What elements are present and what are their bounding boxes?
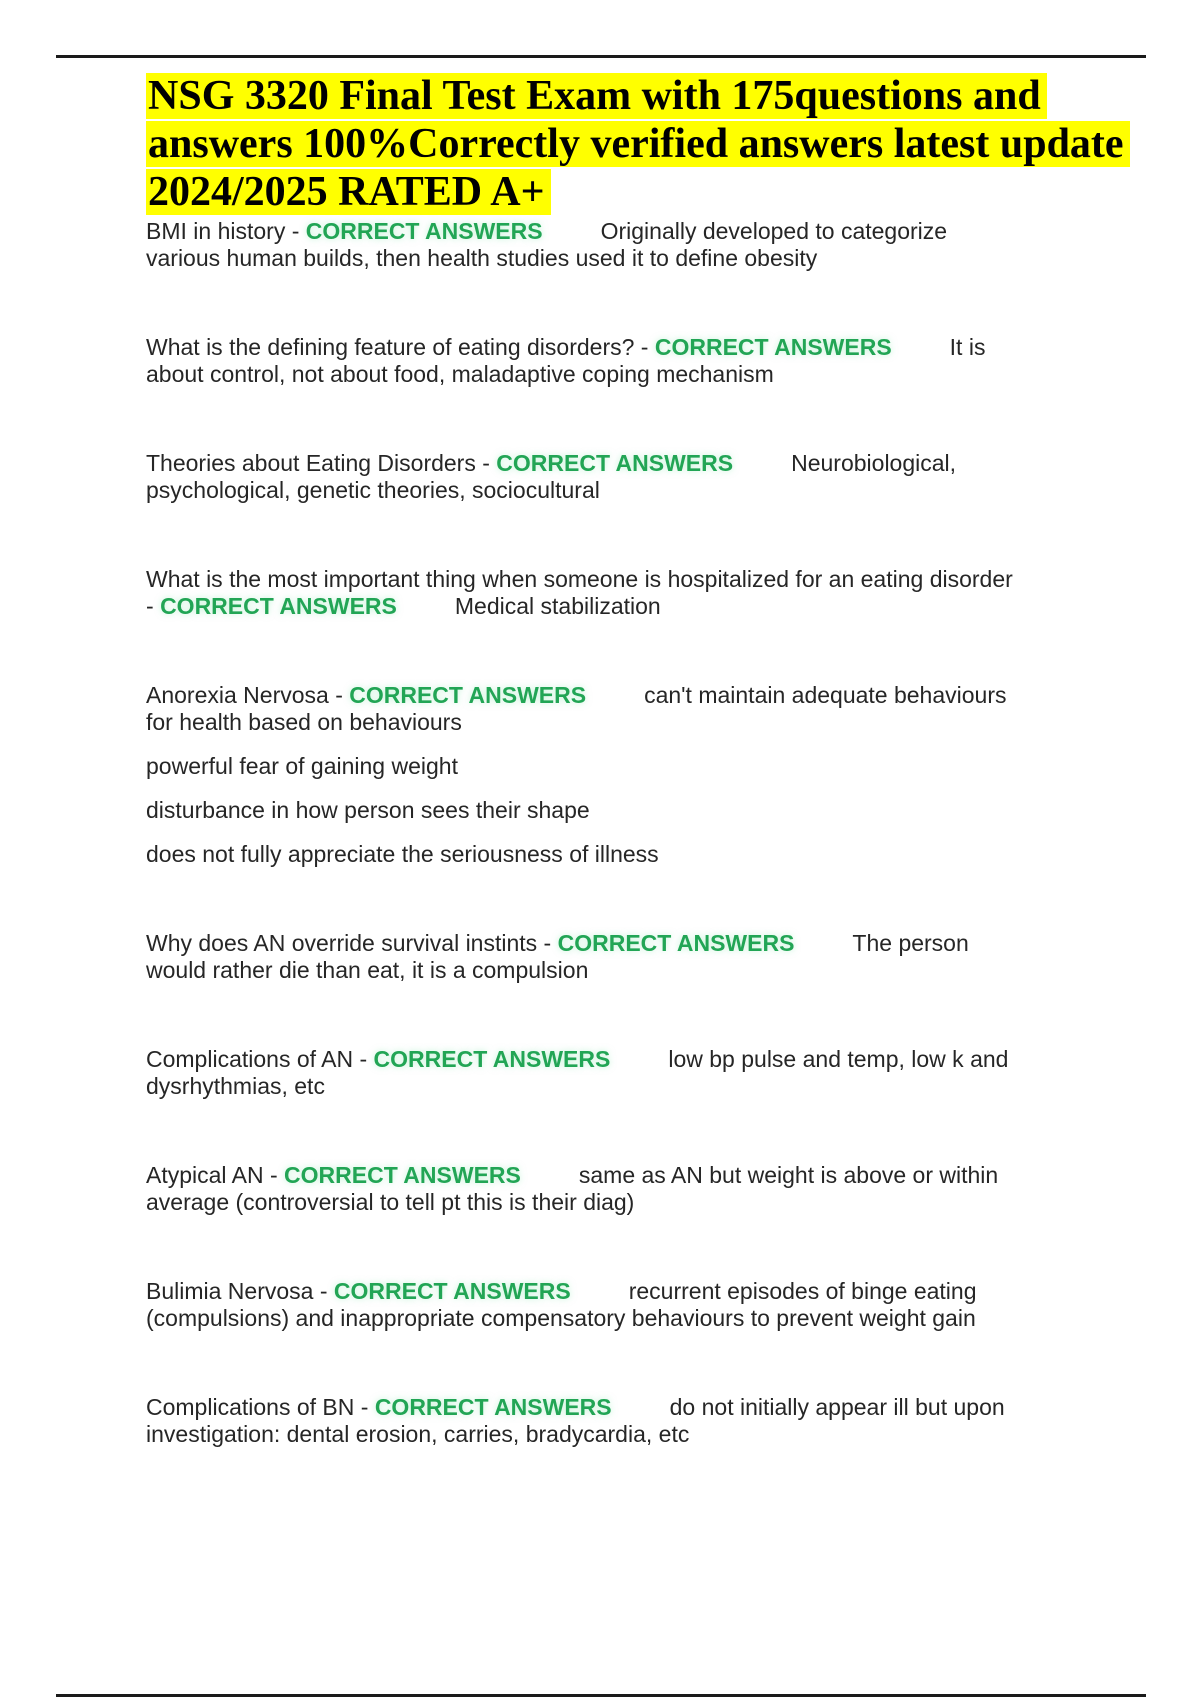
answer-text: do not initially appear ill but upon investigation: dental erosion, carries, bradycardia, etc — [146, 1394, 1005, 1447]
question-text: Bulimia Nervosa - — [146, 1278, 334, 1304]
question-text: Theories about Eating Disorders - — [146, 450, 497, 476]
qa-main-paragraph — [146, 1162, 1014, 1216]
qa-entry — [146, 566, 1014, 620]
answer-paragraph: does not fully appreciate the seriousness of illness — [146, 841, 659, 867]
qa-main-paragraph — [146, 1046, 1014, 1100]
answer-paragraph: disturbance in how person sees their shape — [146, 797, 590, 823]
question-text: Anorexia Nervosa - — [146, 682, 350, 708]
qa-entry — [146, 450, 1014, 504]
title-line — [146, 72, 1041, 120]
correct-answers-label: CORRECT ANSWERS — [160, 593, 397, 619]
qa-main-paragraph — [146, 566, 1014, 620]
qa-entry — [146, 682, 1014, 868]
correct-answers-label: CORRECT ANSWERS — [654, 334, 892, 360]
title-highlight: 2024/2025 RATED A+ — [146, 169, 551, 215]
qa-entry — [146, 334, 1014, 388]
title-highlight: answers 100%Correctly verified answers latest update — [146, 121, 1130, 167]
title-line — [146, 120, 1124, 168]
answer-text: Medical stabilization — [454, 593, 661, 619]
qa-entry — [146, 1278, 1014, 1332]
question-text: Complications of AN - — [146, 1046, 374, 1072]
answer-text: Neurobiological, psychological, genetic theories, sociocultural — [146, 450, 957, 503]
document-title — [146, 72, 1124, 216]
question-text: What is the defining feature of eating disorders? - — [146, 334, 655, 360]
correct-answers-label: CORRECT ANSWERS — [349, 682, 587, 708]
answer-text: Originally developed to categorize various human builds, then health studies used it to define obesity — [146, 218, 948, 271]
bottom-rule — [56, 1694, 1146, 1697]
answer-text: same as AN but weight is above or within average (controversial to tell pt this is their diag) — [146, 1162, 999, 1215]
qa-main-paragraph — [146, 218, 1014, 272]
answer-paragraph: powerful fear of gaining weight — [146, 753, 458, 779]
answer-text: recurrent episodes of binge eating (compulsions) and inappropriate compensatory behaviours to prevent weight gain — [146, 1278, 977, 1331]
qa-main-paragraph — [146, 930, 1014, 984]
correct-answers-label: CORRECT ANSWERS — [374, 1394, 612, 1420]
qa-entry — [146, 1162, 1014, 1216]
answer-text: can't maintain adequate behaviours for health based on behaviours — [146, 682, 1007, 735]
title-line — [146, 168, 1014, 216]
qa-entry — [146, 930, 1014, 984]
qa-entries — [146, 218, 1014, 1448]
qa-entry — [146, 1394, 1014, 1448]
question-text: Complications of BN - — [146, 1394, 375, 1420]
question-text: Atypical AN - — [146, 1162, 285, 1188]
correct-answers-label: CORRECT ANSWERS — [557, 930, 795, 956]
qa-main-paragraph — [146, 450, 1014, 504]
correct-answers-label: CORRECT ANSWERS — [305, 218, 543, 244]
qa-main-paragraph — [146, 682, 1014, 736]
qa-main-paragraph — [146, 1278, 1014, 1332]
question-text: BMI in history - — [146, 218, 306, 244]
qa-main-paragraph — [146, 334, 1014, 388]
page-content — [146, 72, 1124, 1448]
title-highlight: NSG 3320 Final Test Exam with 175questions and — [146, 73, 1047, 119]
answer-text: low bp pulse and temp, low k and dysrhythmias, etc — [146, 1046, 1009, 1099]
question-text: What is the most important thing when someone is hospitalized for an eating disorder - — [146, 566, 1013, 619]
qa-main-paragraph — [146, 1394, 1014, 1448]
qa-entry — [146, 218, 1014, 272]
answer-text: It is about control, not about food, maladaptive coping mechanism — [146, 334, 986, 387]
answer-text: The person would rather die than eat, it is a compulsion — [146, 930, 969, 983]
correct-answers-label: CORRECT ANSWERS — [284, 1162, 521, 1188]
top-rule — [56, 55, 1146, 58]
correct-answers-label: CORRECT ANSWERS — [496, 450, 734, 476]
qa-entry — [146, 1046, 1014, 1100]
correct-answers-label: CORRECT ANSWERS — [333, 1278, 571, 1304]
question-text: Why does AN override survival instints - — [146, 930, 558, 956]
correct-answers-label: CORRECT ANSWERS — [373, 1046, 611, 1072]
